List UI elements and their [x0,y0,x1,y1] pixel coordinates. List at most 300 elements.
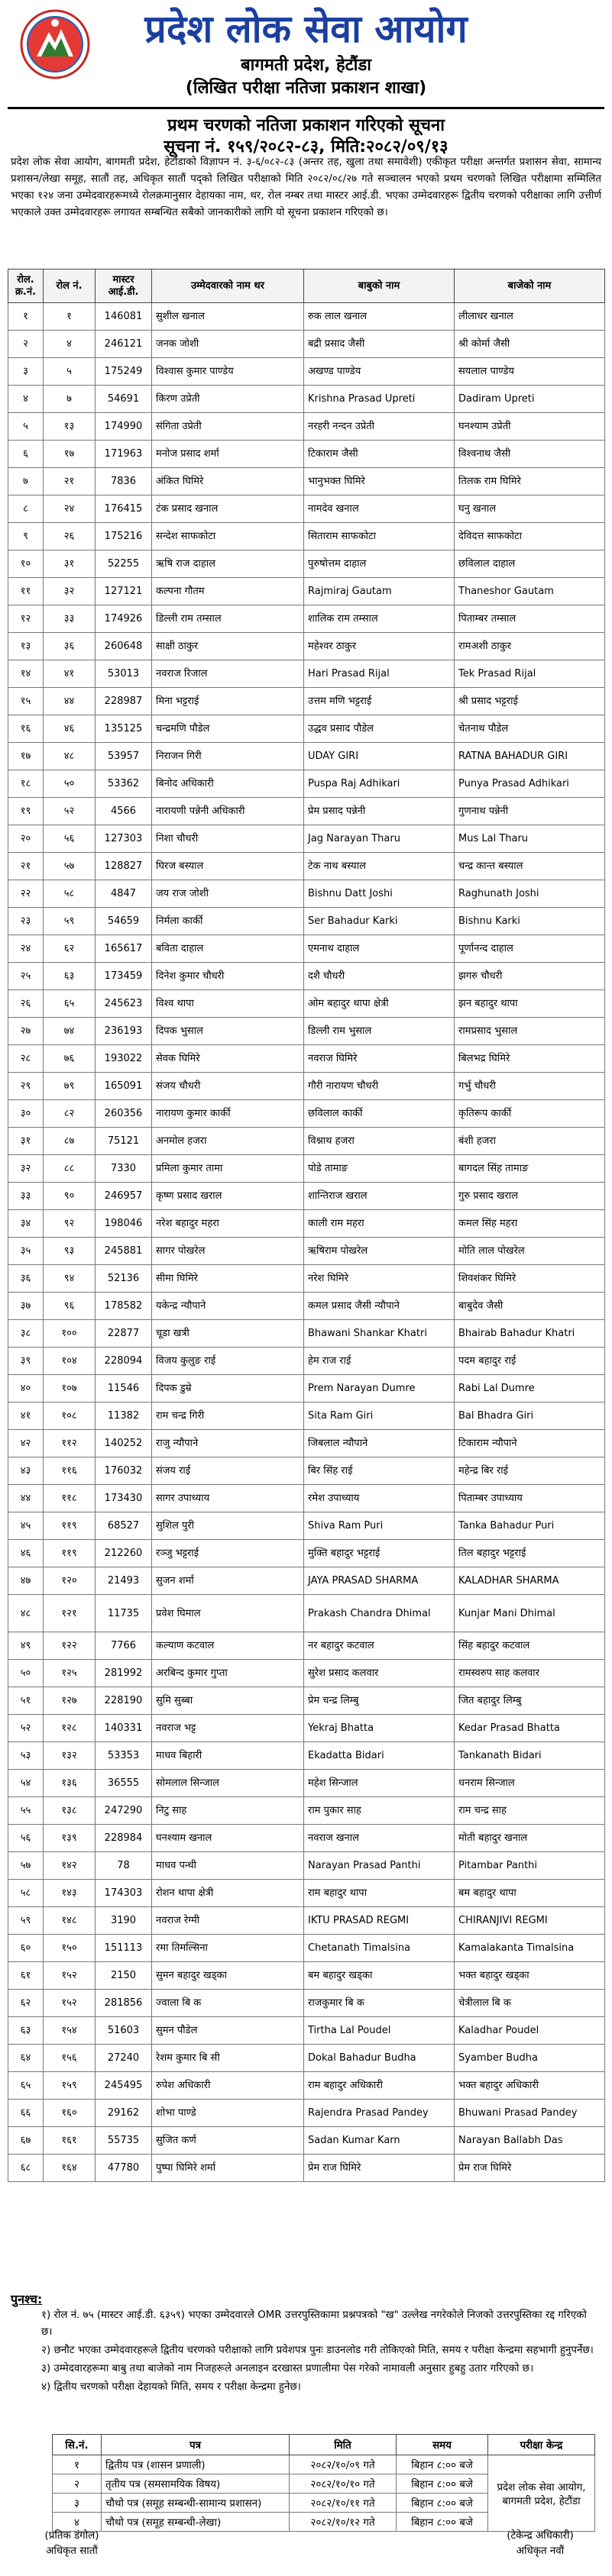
cell-candidate-name: सुशिल पुरी [152,1512,304,1540]
cell-master-id: 171963 [96,441,152,468]
results-body [8,303,605,2182]
cell-roll-no: ४१ [44,660,96,688]
table-row [8,386,605,413]
cell-roll-no: १२२ [44,1632,96,1660]
signature-left [11,2529,133,2559]
cell-roll-no: १३२ [44,1742,96,1770]
cell-roll-serial: १९ [8,798,44,825]
cell-roll-no: १ [44,303,96,331]
cell-father-name: UDAY GIRI [304,743,455,770]
cell-roll-serial: १ [8,303,44,331]
cell-roll-serial: ६८ [8,2155,44,2182]
table-row [8,413,605,441]
cell-master-id: 173430 [96,1485,152,1512]
cell-grandfather-name: तिल बहादुर भट्टराई [455,1540,605,1567]
cell-master-id: 21493 [96,1567,152,1595]
exam-time: बिहान ८:०० बजे [397,2513,488,2532]
cell-grandfather-name: गुणनाथ पन्नेनी [455,798,605,825]
cell-roll-no: ९३ [44,1238,96,1265]
exam-serial: २ [53,2474,102,2494]
table-row [8,303,605,331]
cell-master-id: 3190 [96,1907,152,1935]
cell-roll-no: ९२ [44,1210,96,1238]
cell-grandfather-name: राम चन्द्र साह [455,1797,605,1825]
table-row [8,1485,605,1512]
cell-roll-serial: ४० [8,1375,44,1403]
cell-candidate-name: अरबिन्द कुमार गुप्ता [152,1660,304,1687]
table-row [8,468,605,496]
cell-master-id: 245881 [96,1238,152,1265]
table-row [8,1457,605,1485]
cell-master-id: 52136 [96,1265,152,1293]
cell-grandfather-name: Bishnu Karki [455,908,605,935]
cell-grandfather-name: Mus Lal Tharu [455,825,605,853]
cell-grandfather-name: Tankanath Bidari [455,1742,605,1770]
col-grandfather-name: बाजेको नाम [455,270,605,303]
cell-father-name: महेश सिन्जाल [304,1770,455,1797]
cell-candidate-name: सुमन बहादुर खड्का [152,1962,304,1990]
cell-roll-serial: ३४ [8,1210,44,1238]
table-row [8,1403,605,1430]
table-row [8,1907,605,1935]
cell-grandfather-name: कृतिरूप कार्की [455,1100,605,1128]
cell-father-name: बद्री प्रसाद जैसी [304,331,455,358]
cell-father-name: Dokal Bahadur Budha [304,2045,455,2072]
cell-father-name: पुरुषोत्तम दाहाल [304,550,455,578]
cell-candidate-name: जय राज जोशी [152,880,304,908]
table-row [8,825,605,853]
cell-grandfather-name: बिलभद्र घिमिरे [455,1045,605,1073]
results-table [8,269,605,2182]
cell-candidate-name: शोभा पाण्डे [152,2100,304,2127]
cell-roll-serial: १८ [8,770,44,798]
cell-master-id: 228190 [96,1687,152,1715]
table-row [8,1540,605,1567]
cell-master-id: 193022 [96,1045,152,1073]
cell-grandfather-name: पिताम्बर तम्साल [455,605,605,633]
cell-candidate-name: संजय राई [152,1457,304,1485]
cell-candidate-name: निर्मला कार्की [152,908,304,935]
cell-candidate-name: प्रवेश घिमाल [152,1595,304,1632]
cell-father-name: जिबलाल न्यौपाने [304,1430,455,1457]
cell-father-name: Rajendra Prasad Pandey [304,2100,455,2127]
cell-master-id: 176415 [96,496,152,523]
exam-paper: तृतीय पत्र (समसामयिक विषय) [102,2474,290,2494]
cell-master-id: 11546 [96,1375,152,1403]
cell-roll-serial: २ [8,331,44,358]
cell-master-id: 4847 [96,880,152,908]
cell-father-name: Tirtha Lal Poudel [304,2017,455,2045]
cell-grandfather-name: Punya Prasad Adhikari [455,770,605,798]
cell-grandfather-name: Tek Prasad Rijal [455,660,605,688]
cell-roll-no: ५६ [44,825,96,853]
cell-roll-serial: २६ [8,990,44,1018]
table-row [8,605,605,633]
cell-father-name: बम बहादुर खड्का [304,1962,455,1990]
cell-father-name: Krishna Prasad Upreti [304,386,455,413]
cell-roll-no: ११९ [44,1512,96,1540]
cell-roll-serial: २३ [8,908,44,935]
table-row [8,1375,605,1403]
cell-grandfather-name: छविलाल दाहाल [455,550,605,578]
cell-roll-serial: २० [8,825,44,853]
cell-roll-no: ८७ [44,1128,96,1155]
cell-roll-serial: ७ [8,468,44,496]
cell-father-name: प्रेम प्रसाद पन्नेनी [304,798,455,825]
notice-number: सूचना नं. १५९/२०८२-८३, मिति:२०८२/०९/१३ [164,137,448,157]
cell-father-name: भानुभक्त घिमिरे [304,468,455,496]
cell-master-id: 228094 [96,1348,152,1375]
cell-roll-no: २६ [44,523,96,550]
cell-roll-no: १५० [44,1935,96,1962]
cell-father-name: पोडे तामाङ [304,1155,455,1183]
cell-roll-no: ६२ [44,935,96,963]
cell-father-name: Prem Narayan Dumre [304,1375,455,1403]
cell-roll-serial: ५३ [8,1742,44,1770]
cell-roll-serial: ६४ [8,2045,44,2072]
exam-center: प्रदेश लोक सेवा आयोग, बागमती प्रदेश, हेटौंडा [488,2455,595,2532]
cell-roll-no: ४४ [44,688,96,715]
note-item: १) रोल नं. ७५ (मास्टर आई.डी. ६३५९) भएका उम्मेदवारले OMR उत्तरपुस्तिकामा प्रश्नपत्रको "ख" उल्लेख नगरेकोले निजको उत्तरपुस्तिका रद्द गरिएको छ। [41,2310,587,2338]
cell-master-id: 245623 [96,990,152,1018]
cell-grandfather-name: चेतनाथ पौडेल [455,715,605,743]
exam-paper: चौथो पत्र (समूह सम्बन्धी-सामान्य प्रशासन) [102,2494,290,2513]
cell-candidate-name: कल्याण कटवाल [152,1632,304,1660]
cell-grandfather-name: Bhairab Bahadur Khatri [455,1320,605,1348]
cell-father-name: महेश्वर ठाकुर [304,633,455,660]
cell-roll-no: ७९ [44,1073,96,1100]
cell-candidate-name: नवराज रिजाल [152,660,304,688]
cell-master-id: 245495 [96,2072,152,2100]
cell-master-id: 7330 [96,1155,152,1183]
cell-roll-serial: ३६ [8,1265,44,1293]
table-row [8,1715,605,1742]
cell-roll-no: १६४ [44,2155,96,2182]
cell-candidate-name: ऋषि राज दाहाल [152,550,304,578]
table-row [8,1293,605,1320]
cell-roll-no: ४६ [44,715,96,743]
cell-candidate-name: राम चन्द्र गिरी [152,1403,304,1430]
cell-father-name: उद्धव प्रसाद पौडेल [304,715,455,743]
cell-grandfather-name: Bhuwani Prasad Pandey [455,2100,605,2127]
cell-father-name: Narayan Prasad Panthi [304,1852,455,1880]
header [0,0,612,107]
cell-father-name: गौरी नारायण चौधरी [304,1073,455,1100]
cell-roll-no: १५२ [44,1990,96,2017]
cell-roll-serial: ५४ [8,1770,44,1797]
cell-roll-serial: ४४ [8,1485,44,1512]
cell-master-id: 228984 [96,1825,152,1852]
table-row [8,633,605,660]
table-row [8,1100,605,1128]
cell-master-id: 7766 [96,1632,152,1660]
table-row [8,1045,605,1073]
exam-date: २०८२/१०/१० गते [290,2474,397,2494]
cell-grandfather-name: लीलाधर खनाल [455,303,605,331]
cell-roll-no: ५७ [44,853,96,880]
cell-master-id: 175216 [96,523,152,550]
cell-master-id: 246121 [96,331,152,358]
cell-candidate-name: सन्देश साफकोटा [152,523,304,550]
cell-roll-no: ९० [44,1183,96,1210]
table-row [8,963,605,990]
cell-grandfather-name: धनराम सिन्जाल [455,1770,605,1797]
table-row [8,1962,605,1990]
table-row [8,1128,605,1155]
cell-roll-no: ७६ [44,1045,96,1073]
cell-father-name: विश्नाथ हजरा [304,1128,455,1155]
table-row [8,1567,605,1595]
cell-candidate-name: घनश्याम खनाल [152,1825,304,1852]
cell-father-name: टिकाराम जैसी [304,441,455,468]
cell-candidate-name: माधव पन्थी [152,1852,304,1880]
cell-father-name: ओम बहादुर थापा क्षेत्री [304,990,455,1018]
cell-candidate-name: सुमि सुब्बा [152,1687,304,1715]
cell-grandfather-name: मोती बहादुर खनाल [455,1825,605,1852]
cell-candidate-name: नवराज भट्ट [152,1715,304,1742]
col-father-name: बाबुको नाम [304,270,455,303]
cell-father-name: Ekadatta Bidari [304,1742,455,1770]
cell-roll-serial: २२ [8,880,44,908]
cell-father-name: उत्तम मणि भट्टराई [304,688,455,715]
cell-roll-no: १४८ [44,1907,96,1935]
table-row [8,1430,605,1457]
cell-candidate-name: निशा चौधरी [152,825,304,853]
cell-roll-no: १२७ [44,1687,96,1715]
table-row [8,578,605,605]
note-item: ३) उम्मेदवारहरूमा बाबु तथा बाजेको नाम निजहरूले अनलाइन दरखास्त प्रणालीमा पेस गरेको नामावली अनुसार हुबहु उतार गरिएको छ। [41,2363,534,2374]
cell-father-name: अखण्ड पाण्डेय [304,358,455,386]
cell-roll-no: ३३ [44,605,96,633]
cell-master-id: 75121 [96,1128,152,1155]
cell-roll-no: ९६ [44,1293,96,1320]
cell-father-name: कमल प्रसाद जैसी न्यौपाने [304,1293,455,1320]
cell-roll-serial: ६५ [8,2072,44,2100]
cell-candidate-name: मिना भट्टराई [152,688,304,715]
cell-grandfather-name: बागदल सिंह तामाङ [455,1155,605,1183]
cell-roll-no: १२० [44,1567,96,1595]
cell-roll-no: ५८ [44,880,96,908]
cell-grandfather-name: शिवशंकर घिमिरे [455,1265,605,1293]
cell-roll-serial: २१ [8,853,44,880]
cell-roll-serial: ३१ [8,1128,44,1155]
cell-master-id: 53353 [96,1742,152,1770]
cell-roll-serial: १३ [8,633,44,660]
cell-roll-serial: २९ [8,1073,44,1100]
exam-row [53,2455,595,2474]
cell-candidate-name: सुशील खनाल [152,303,304,331]
cell-candidate-name: विश्वास कुमार पाण्डेय [152,358,304,386]
cell-roll-no: ६३ [44,963,96,990]
cell-roll-no: ४८ [44,743,96,770]
cell-grandfather-name: पूर्णानन्द दाहाल [455,935,605,963]
cell-father-name: प्रेम चन्द्र लिम्बु [304,1687,455,1715]
cell-roll-serial: २७ [8,1018,44,1045]
cell-roll-serial: ६२ [8,1990,44,2017]
cell-roll-serial: ९ [8,523,44,550]
cell-roll-no: ११२ [44,1430,96,1457]
cell-roll-no: १५६ [44,2045,96,2072]
cell-roll-no: १२५ [44,1660,96,1687]
cell-father-name: ऋषिराम पोखरेल [304,1238,455,1265]
cell-grandfather-name: भक्त बहादुर खड्का [455,1962,605,1990]
exam-paper: चौथो पत्र (समूह सम्बन्धी-लेखा) [102,2513,290,2532]
cell-roll-no: १६० [44,2100,96,2127]
cell-master-id: 174926 [96,605,152,633]
cell-roll-no: १५४ [44,2017,96,2045]
cell-roll-serial: ३८ [8,1320,44,1348]
exam-serial: ३ [53,2494,102,2513]
cell-grandfather-name: पिताम्बर उपाध्याय [455,1485,605,1512]
cell-master-id: 281856 [96,1990,152,2017]
cell-father-name: छविलाल कार्की [304,1100,455,1128]
cell-candidate-name: निटु साह [152,1797,304,1825]
cell-roll-serial: २५ [8,963,44,990]
table-row [8,358,605,386]
cell-candidate-name: रेशम कुमार बि सी [152,2045,304,2072]
cell-grandfather-name: रामअशी ठाकुर [455,633,605,660]
cell-candidate-name: संगिता उप्रेती [152,413,304,441]
office-title: प्रदेश लोक सेवा आयोग [144,7,468,51]
note-item: ४) द्वितीय चरणको परीक्षा देहायको मिति, समय र परीक्षा केन्द्रमा हुनेछ। [41,2381,301,2393]
cell-father-name: Ser Bahadur Karki [304,908,455,935]
cell-candidate-name: सोमलाल सिन्जाल [152,1770,304,1797]
cell-father-name: टेक नाथ बस्याल [304,853,455,880]
cell-candidate-name: सुजन शर्मा [152,1567,304,1595]
table-row [8,331,605,358]
cell-candidate-name: दिपक डुम्रे [152,1375,304,1403]
table-row [8,1320,605,1348]
cell-candidate-name: डिल्ली राम तम्साल [152,605,304,633]
cell-roll-no: ३६ [44,633,96,660]
cell-candidate-name: सुजित कर्ण [152,2127,304,2155]
cell-roll-no: ६५ [44,990,96,1018]
table-row [8,1990,605,2017]
cell-master-id: 11735 [96,1595,152,1632]
cell-master-id: 54659 [96,908,152,935]
cell-roll-serial: १६ [8,715,44,743]
exam-time: बिहान ८:०० बजे [397,2474,488,2494]
note-item: २) छनौट भएका उम्मेदवारहरूले द्वितीय चरणको परीक्षाको लागि प्रवेशपत्र पुनः डाउनलोड गरी तोकिएको मिति, समय र परीक्षा केन्द्रमा सहभागी हुनुपर्नेछ। [41,2345,594,2356]
cell-candidate-name: दिपक भुसाल [152,1018,304,1045]
cell-roll-no: १६१ [44,2127,96,2155]
cell-roll-no: ९४ [44,1265,96,1293]
cell-master-id: 78 [96,1852,152,1880]
table-row [8,1660,605,1687]
cell-grandfather-name: मोति लाल पोखरेल [455,1238,605,1265]
table-row [8,1880,605,1907]
cell-grandfather-name: झगरु चौधरी [455,963,605,990]
cell-roll-serial: ३० [8,1100,44,1128]
cell-grandfather-name: Kaladhar Poudel [455,2017,605,2045]
cell-grandfather-name: चन्द्र कान्त बस्याल [455,853,605,880]
table-row [8,1935,605,1962]
cell-candidate-name: बिनोद अधिकारी [152,770,304,798]
table-row [8,1770,605,1797]
cell-roll-serial: ५ [8,413,44,441]
cell-roll-serial: २४ [8,935,44,963]
cell-roll-no: २४ [44,496,96,523]
table-row [8,1595,605,1632]
cell-roll-serial: ६३ [8,2017,44,2045]
cell-roll-no: ७४ [44,1018,96,1045]
cell-grandfather-name: Raghunath Joshi [455,880,605,908]
table-row [8,853,605,880]
cell-roll-serial: १० [8,550,44,578]
cell-father-name: काली राम महरा [304,1210,455,1238]
cell-master-id: 176032 [96,1457,152,1485]
exam-col-center: परीक्षा केन्द्र [488,2435,595,2455]
cell-candidate-name: सागर पोखरेल [152,1238,304,1265]
cell-roll-no: १२८ [44,1715,96,1742]
cell-roll-no: ७ [44,386,96,413]
cell-roll-serial: ६६ [8,2100,44,2127]
cell-roll-serial: ३७ [8,1293,44,1320]
cell-master-id: 47780 [96,2155,152,2182]
cell-roll-no: ११६ [44,1457,96,1485]
cell-grandfather-name: RATNA BAHADUR GIRI [455,743,605,770]
cell-roll-serial: ४३ [8,1457,44,1485]
cell-grandfather-name: गर्भु चौधरी [455,1073,605,1100]
cell-father-name: राम बहादुर थापा [304,1880,455,1907]
cell-father-name: डिल्ली राम भुसाल [304,1018,455,1045]
cell-father-name: Sita Ram Giri [304,1403,455,1430]
table-row [8,2072,605,2100]
cell-master-id: 281992 [96,1660,152,1687]
table-row [8,798,605,825]
exam-schedule-table [52,2434,595,2532]
cell-candidate-name: कल्पना गौतम [152,578,304,605]
cell-roll-no: १०८ [44,1403,96,1430]
cell-father-name: शान्तिराज खराल [304,1183,455,1210]
cell-master-id: 4566 [96,798,152,825]
cell-master-id: 174990 [96,413,152,441]
cell-father-name: Rajmiraj Gautam [304,578,455,605]
office-branch: (लिखित परीक्षा नतिजा प्रकाशन शाखा) [185,79,427,98]
table-row [8,523,605,550]
table-row [8,441,605,468]
cell-roll-serial: ४८ [8,1595,44,1632]
exam-date: २०८२/१०/११ गते [290,2494,397,2513]
exam-time: बिहान ८:०० बजे [397,2494,488,2513]
cell-roll-serial: ५७ [8,1852,44,1880]
cell-candidate-name: नारायणी पन्नेनी अधिकारी [152,798,304,825]
cell-candidate-name: प्रमिला कुमार तामा [152,1155,304,1183]
table-row [8,660,605,688]
cell-roll-serial: ८ [8,496,44,523]
cell-grandfather-name: Syamber Budha [455,2045,605,2072]
table-row [8,1155,605,1183]
table-row [8,1265,605,1293]
cell-roll-serial: ५५ [8,1797,44,1825]
cell-candidate-name: अंकित घिमिरे [152,468,304,496]
cell-grandfather-name: सयलाल पाण्डेय [455,358,605,386]
cell-candidate-name: राजु न्यौपाने [152,1430,304,1457]
table-row [8,1797,605,1825]
cell-roll-serial: ३३ [8,1183,44,1210]
cell-master-id: 151113 [96,1935,152,1962]
cell-master-id: 260648 [96,633,152,660]
col-roll-serial: रोल. क्र.नं. [8,270,44,303]
table-row [8,743,605,770]
table-row [8,908,605,935]
cell-grandfather-name: तिलक राम घिमिरे [455,468,605,496]
cell-father-name: रुक लाल खनाल [304,303,455,331]
cell-roll-no: १३८ [44,1797,96,1825]
cell-father-name: शालिक राम तम्साल [304,605,455,633]
cell-roll-serial: १५ [8,688,44,715]
cell-candidate-name: नारायण कुमार कार्की [152,1100,304,1128]
